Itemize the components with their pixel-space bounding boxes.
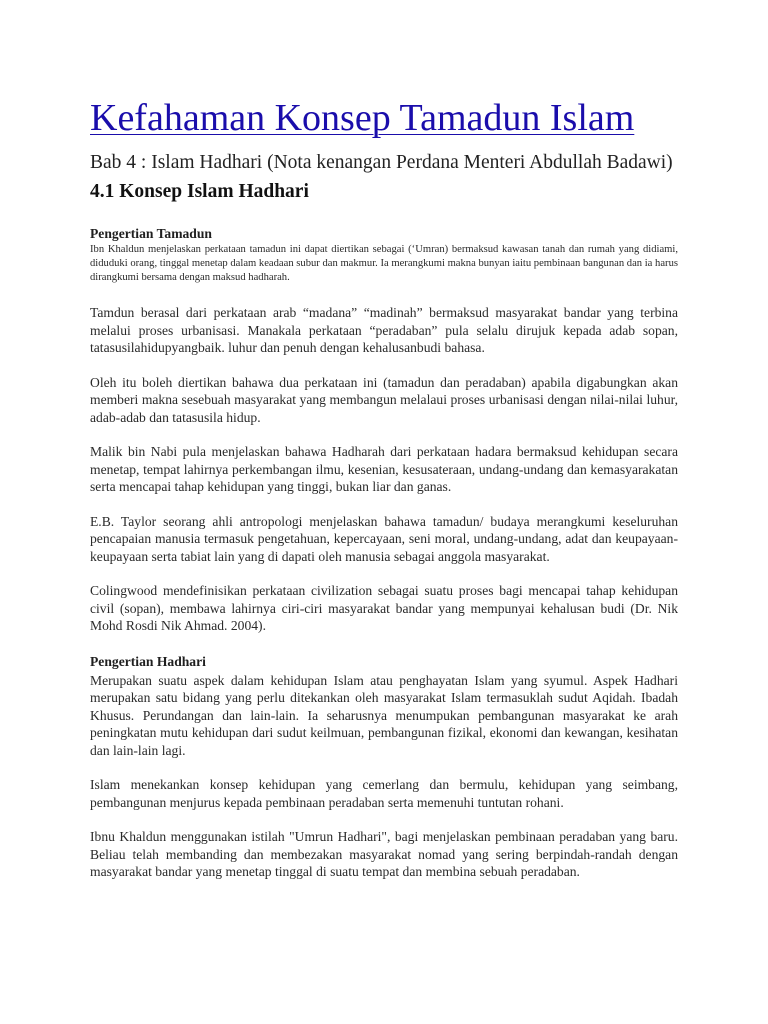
section-heading: 4.1 Konsep Islam Hadhari (90, 181, 309, 202)
chapter-subtitle: Bab 4 : Islam Hadhari (Nota kenangan Perdana Menteri Abdullah Badawi) (90, 152, 673, 173)
malik-paragraph: Malik bin Nabi pula menjelaskan bahawa Hadharah dari perkataan hadara bermaksud kehidupan secara menetap, tempat lahirnya perkembangan ilmu, kesenian, kesusateraan, undang-undang dan kemasyarakatan serta mencapai tahap kehidupan yang tinggi, bukan liar dan ganas. (90, 444, 678, 494)
taylor-paragraph: E.B. Taylor seorang ahli antropologi menjelaskan bahawa tamadun/ budaya merangkumi keseluruhan pencapaian manusia termasuk pengetahuan, kepercayaan, seni moral, undang-undang, adat dan keupayaan-keupayaan serta tabiat lain yang di dapati oleh manusia sebagai anggola masyarakat. (90, 513, 678, 564)
document-page (90, 0, 678, 881)
document-title-link[interactable]: Kefahaman Konsep Tamadun Islam (90, 97, 635, 139)
merupakan-paragraph: Merupakan suatu aspek dalam kehidupan Islam atau penghayatan Islam yang syumul. Aspek Hadhari merupakan satu bidang yang perlu ditekankan oleh masyarakat Islam termasuklah sudut Aqidah. Ibadah Khusus. Perundangan dan lain-lain. Ia seharusnya menumpukan pembangunan masyarakat ke arah peningkatan mutu kehidupan dari sudut keilmuan, pembangunan fizikal, ekonomi dan kewangan, kesihatan dan lain-lain lagi. (90, 672, 678, 758)
ibnu-khaldun-paragraph: Ibnu Khaldun menggunakan istilah "Umrun Hadhari", bagi menjelaskan pembinaan peradaban yang baru. Beliau telah membanding dan membezakan masyarakat nomad yang sering berpindah-randah dengan masyarakat bandar yang menetap tinggal di suatu tempat dan membina sebuah peradaban. (90, 829, 678, 879)
islam-paragraph: Islam menekankan konsep kehidupan yang cemerlang dan bermulu, kehidupan yang seimbang, pembangunan menjurus kepada pembinaan peradaban serta memenuhi tuntutan rohani. (90, 777, 678, 810)
hadhari-heading: Pengertian Hadhari (90, 653, 206, 669)
tamdun-paragraph: Tamdun berasal dari perkataan arab “madana” “madinah” bermaksud masyarakat bandar yang terbina melalui proses urbanisasi. Manakala perkataan “peradaban” pula selalu dirujuk kepada adab sopan, tatasusilahidupyangbaik. luhur dan penuh dengan kehalusanbudi bahasa. (90, 305, 678, 355)
tamadun-intro-paragraph: Ibn Khaldun menjelaskan perkataan tamadun ini dapat diertikan sebagai (‘Umran) bermaksud kawasan tanah dan rumah yang didiami, diduduki orang, tinggal menetap dalam keadaan subur dan makmur. Ia merangkumi makna bunyan iaitu pembinaan bangunan dan ia harus dirangkumi bersama dengan maksud hadharah. (90, 244, 678, 283)
tamadun-heading: Pengertian Tamadun (90, 226, 212, 241)
colingwood-paragraph: Colingwood mendefinisikan perkataan civilization sebagai suatu proses bagi mencapai tahap kehidupan civil (sopan), membawa lahirnya ciri-ciri masyarakat bandar yang mempunyai kehalusan budi (Dr. Nik Mohd Rosdi Nik Ahmad. 2004). (90, 583, 678, 633)
oleh-itu-paragraph: Oleh itu boleh diertikan bahawa dua perkataan ini (tamadun dan peradaban) apabila digabungkan akan memberi makna sesebuah masyarakat yang membangun melalaui proses urbanisasi dengan nilai-nilai luhur, adab-adab dan tatasusila hidup. (90, 374, 678, 425)
